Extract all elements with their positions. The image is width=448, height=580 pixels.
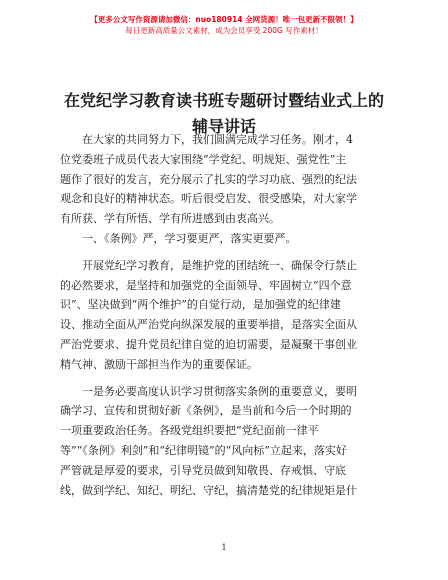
title-line-2: 辅导讲话 (191, 117, 256, 136)
text-line: 的必然要求，是坚持和加强党的全面领导、牢固树立“四个意 (60, 278, 352, 292)
text-line: 识”、坚决做到“两个维护”的自觉行动，是加强党的纪律建 (60, 298, 341, 312)
text-line: 一项重要政治任务。各级党组织要把“党纪面前一律平 (60, 424, 319, 438)
text-line: 精气神、激励干部担当作为的重要保证。 (60, 357, 258, 371)
section-heading-1: 一、《条例》严，学习要更严，落实更要严。 (82, 231, 297, 245)
title-line-1: 在党纪学习教育读书班专题研讨暨结业式上的 (63, 91, 384, 110)
text-line: 线，做到学纪、知纪、明纪、守纪，搞清楚党的纪律规矩是什 (60, 483, 357, 497)
text-line: 题作了很好的发言，充分展示了扎实的学习功底、强烈的纪法 (60, 172, 357, 186)
text-line: 在大家的共同努力下，我们圆满完成学习任务。刚才，4 (82, 133, 353, 146)
text-line: 确学习、宣传和贯彻好新《条例》，是当前和今后一个时期的 (60, 404, 352, 418)
page-number: 1 (221, 543, 227, 552)
text-line: 开展党纪学习教育，是维护党的团结统一、确保令行禁止 (82, 258, 357, 272)
paragraph-intro (60, 130, 390, 229)
text-line: 一是务必要高度认识学习贯彻落实条例的重要意义，要明 (82, 384, 357, 398)
paragraph-significance (60, 256, 390, 375)
text-line: 严管就是厚爱的要求，引导党员做到知敬畏、存戒惧、守底 (60, 463, 346, 477)
text-line: 严治党要求、提升党员纪律自觉的迫切需要，是凝聚干事创业 (60, 337, 357, 351)
paragraph-first-point (60, 382, 390, 501)
document-body (60, 130, 390, 500)
text-line: 位党委班子成员代表大家围绕“学党纪、明规矩、强党性”主 (60, 152, 347, 166)
text-line: 观念和良好的精神状态。听后很受启发、很受感染，对大家学 (60, 192, 357, 206)
promo-banner-line-1: 【更多公文写作资源请加微信：nuo180914 全网货源！唯一包更新不限领！】 (90, 15, 358, 24)
promo-banner (0, 14, 448, 36)
promo-banner-line-2: 每日更新高质量公文素材，成为会员享受 200G 写作素材！ (125, 26, 323, 35)
text-line: 有所获、学有所悟、学有所进感到由衷高兴。 (60, 212, 280, 226)
text-line: 等”“《条例》利剑”和“纪律明镜”的“风向标”立起来，落实好 (60, 443, 347, 457)
text-line: 设、推动全面从严治党向纵深发展的重要举措，是落实全面从 (60, 318, 357, 332)
